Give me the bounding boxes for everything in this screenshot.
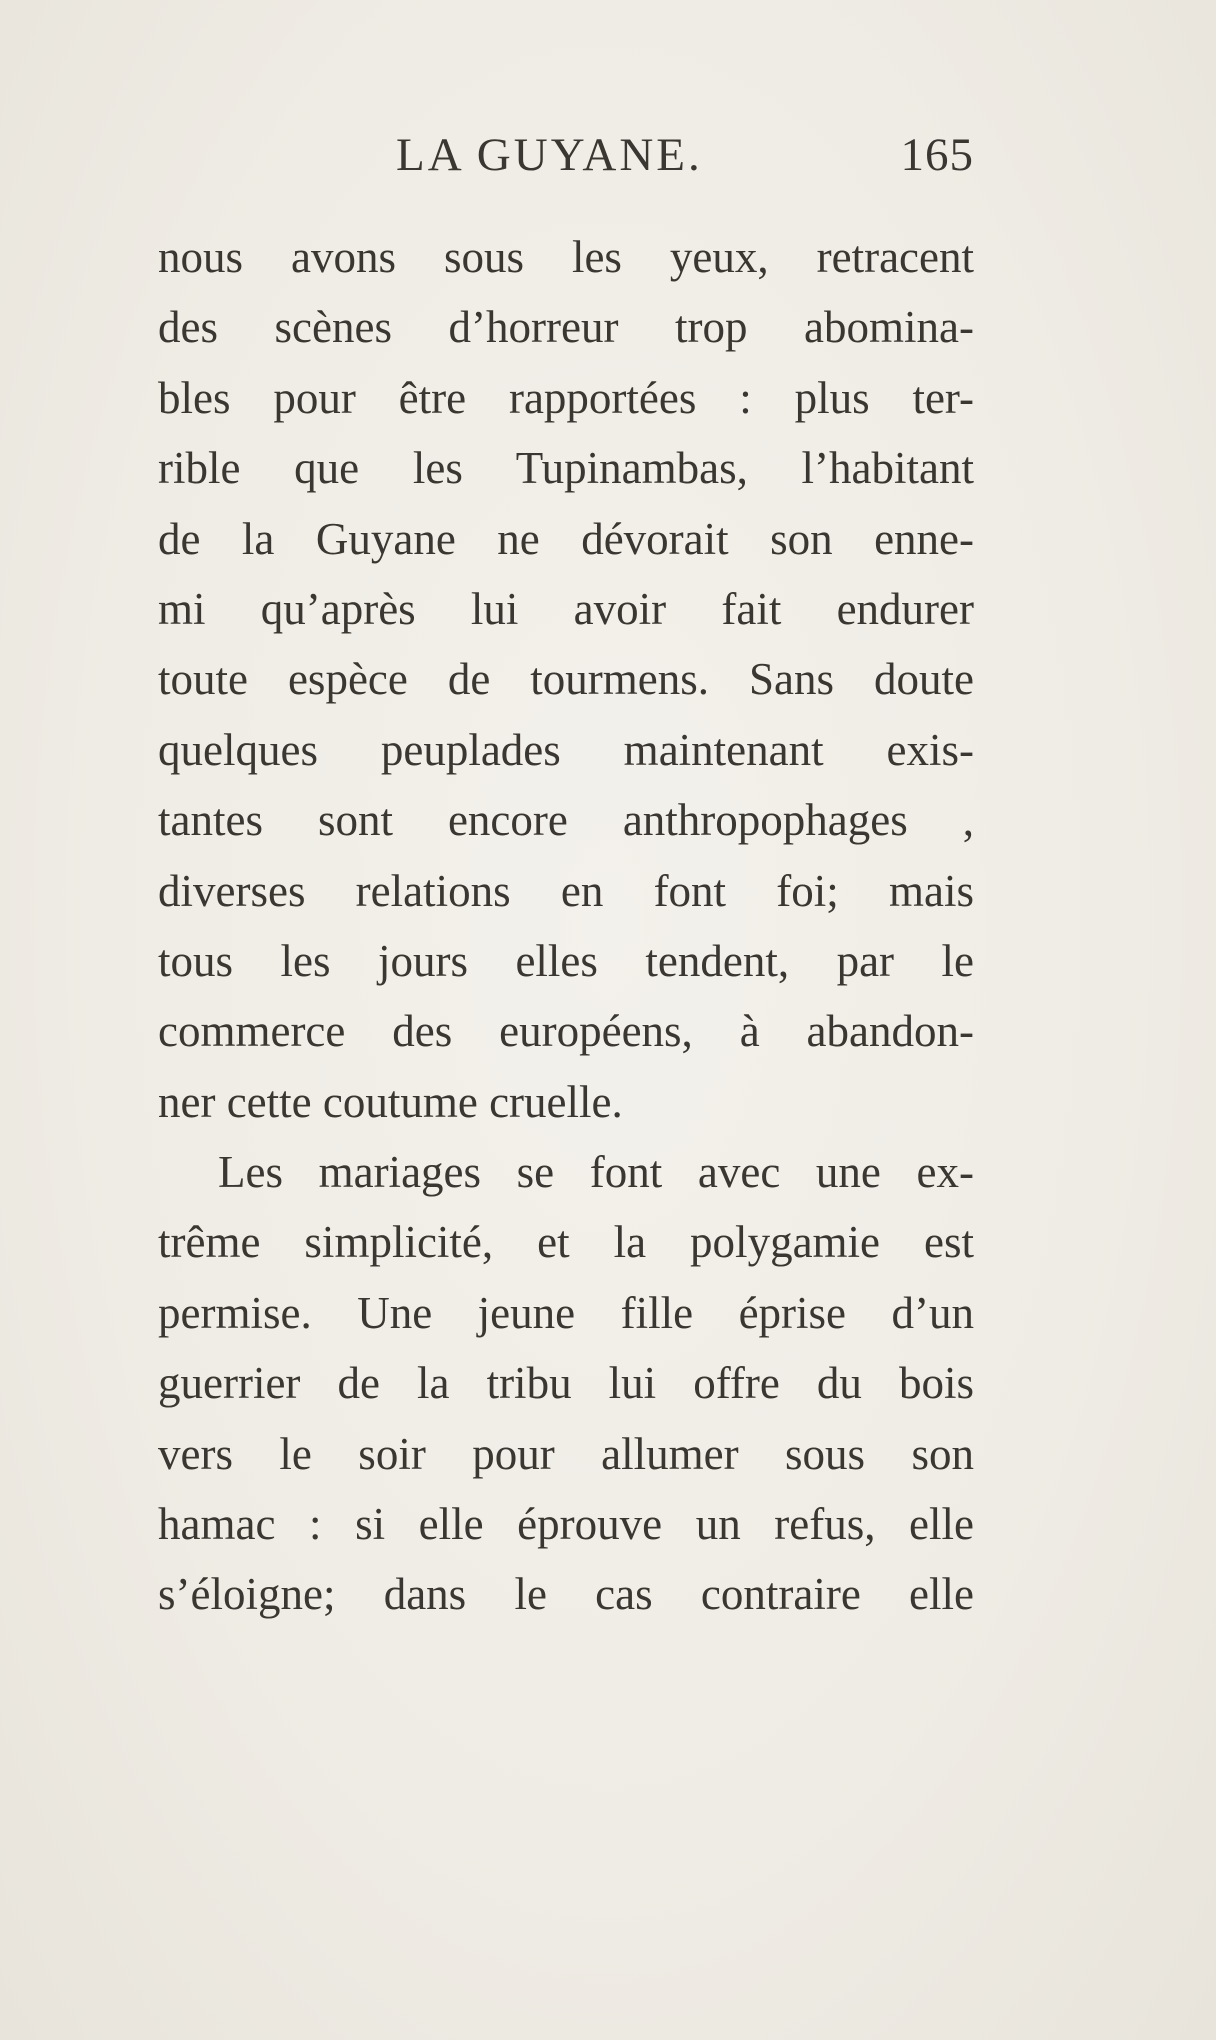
text-line: nous avons sous les yeux, retracent [158, 232, 974, 282]
body-text [158, 222, 974, 1630]
text-line: rible que les Tupinambas, l’habitant [158, 443, 974, 494]
text-line: s’éloigne; dans le cas contraire elle [158, 1569, 974, 1620]
page-number: 165 [900, 129, 974, 181]
paragraph-2 [158, 1137, 974, 1630]
text-line: mi qu’après lui avoir fait endurer [158, 583, 974, 634]
text-line: permise. Une jeune fille éprise d’un [158, 1287, 974, 1338]
text-line: commerce des européens, à abandon- [158, 1006, 974, 1057]
text-line: diverses relations en font foi; mais [158, 865, 974, 916]
text-line: ner cette coutume cruelle. [158, 1076, 623, 1127]
text-line: trême simplicité, et la polygamie est [158, 1217, 974, 1268]
text-line: vers le soir pour allumer sous son [158, 1428, 974, 1479]
paragraph-1 [158, 222, 974, 1137]
text-line: tantes sont encore anthropophages , [158, 795, 974, 846]
text-line: quelques peuplades maintenant exis- [158, 724, 974, 775]
text-line: hamac : si elle éprouve un refus, elle [158, 1499, 974, 1550]
text-line: bles pour être rapportées : plus ter- [158, 372, 974, 423]
text-line: guerrier de la tribu lui offre du bois [158, 1358, 974, 1409]
running-title: LA GUYANE. [396, 129, 703, 181]
running-head [158, 128, 974, 188]
text-line: des scènes d’horreur trop abomina- [158, 302, 974, 353]
text-line: tous les jours elles tendent, par le [158, 935, 974, 986]
text-line: toute espèce de tourmens. Sans doute [158, 654, 974, 705]
text-line: de la Guyane ne dévorait son enne- [158, 513, 974, 564]
text-line: Les mariages se font avec une ex- [218, 1147, 974, 1198]
